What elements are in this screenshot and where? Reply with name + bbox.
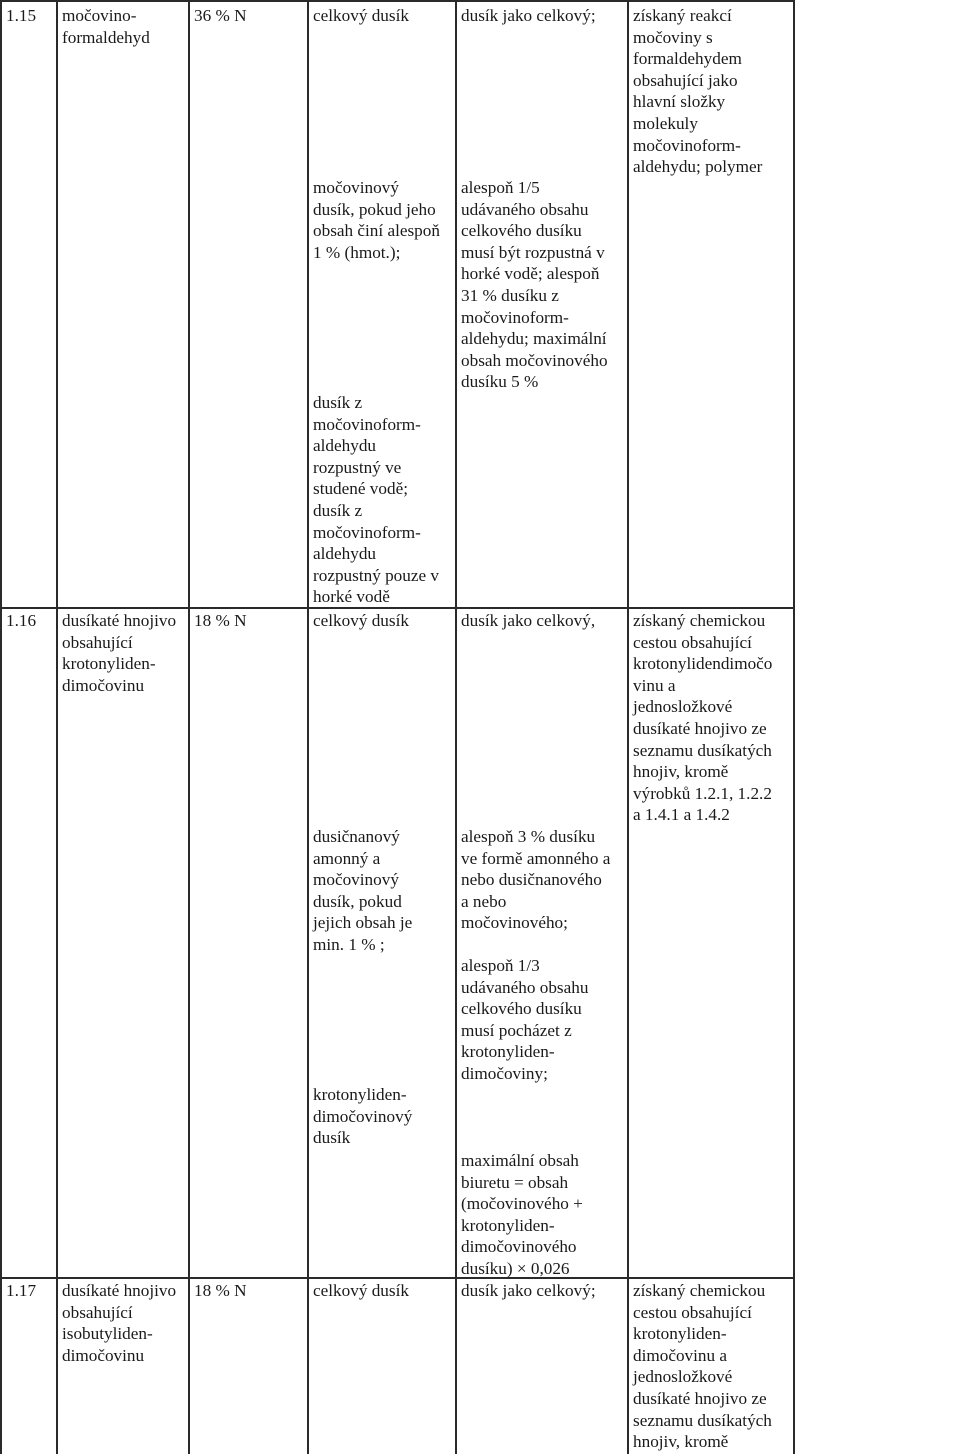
nutrient-content: 36 % N (194, 6, 247, 25)
declared-nutrient: celkový dusík (313, 611, 409, 630)
declared-forms: močovinový dusík, pokud jeho obsah činí alespoň 1 % (hmot.); (313, 178, 440, 262)
production-method: získaný chemickou cestou obsahující krotonyliden- dimočovinu a jednosložkové dusíkaté hnojivo ze seznamu dusíkatých hnojiv, kromě (633, 1281, 772, 1452)
production-method: získaný reakcí močoviny s formaldehydem obsahující jako hlavní složky molekuly močovinoform- aldehydu; polymer (633, 6, 763, 177)
grid-line-col3 (188, 0, 190, 1454)
fertilizer-name: dusíkaté hnojivo obsahující krotonyliden- dimočovinu (62, 611, 177, 695)
nutrient-expression: dusík jako celkový, (461, 611, 596, 630)
requirement: maximální obsah biuretu = obsah (močovinového + krotonyliden- dimočovinového dusíku) × 0,026 (461, 1151, 583, 1278)
nutrient-expression: dusík jako celkový; (461, 6, 596, 25)
requirement: alespoň 1/3 udávaného obsahu celkového dusíku musí pocházet z krotonyliden- dimočoviny; (461, 956, 589, 1083)
row-number: 1.16 (6, 611, 37, 630)
row-number: 1.15 (6, 6, 37, 25)
nutrient-content: 18 % N (194, 611, 247, 630)
grid-line-right (793, 0, 795, 1454)
requirement: alespoň 1/5 udávaného obsahu celkového dusíku musí být rozpustná v horké vodě; alespoň 31 % dusíku z močovinoform- aldehydu; maximální obsah močovinového dusíku 5 % (461, 178, 608, 392)
nutrient-content: 18 % N (194, 1281, 247, 1300)
declared-forms-2: krotonyliden- dimočovinový dusík (313, 1085, 413, 1148)
grid-line-col2 (56, 0, 58, 1454)
row-number: 1.17 (6, 1281, 37, 1300)
grid-line-top (0, 0, 795, 2)
fertilizer-name: dusíkaté hnojivo obsahující isobutyliden- dimočovinu (62, 1281, 177, 1365)
declared-nutrient: celkový dusík (313, 1281, 409, 1300)
declared-forms-2: dusík z močovinoform- aldehydu rozpustný ve studené vodě; dusík z močovinoform- aldehydu rozpustný pouze v horké vodě (313, 393, 440, 607)
production-method: získaný chemickou cestou obsahující krotonylidendimočo vinu a jednosložkové dusíkaté hnojivo ze seznamu dusíkatých hnojiv, kromě výrobků 1.2.1, 1.2.2 a 1.4.1 a 1.4.2 (633, 611, 773, 825)
grid-line-left (0, 0, 2, 1454)
declared-forms: dusičnanový amonný a močovinový dusík, pokud jejich obsah je min. 1 % ; (313, 827, 413, 954)
grid-line-col6 (627, 0, 629, 1454)
row-divider-2 (0, 1277, 795, 1279)
nutrient-expression: dusík jako celkový; (461, 1281, 596, 1300)
grid-line-col5 (455, 0, 457, 1454)
requirement: alespoň 3 % dusíku ve formě amonného a nebo dusičnanového a nebo močovinového; (461, 827, 611, 933)
declared-nutrient: celkový dusík (313, 6, 409, 25)
fertilizer-name: močovino- formaldehyd (62, 6, 150, 47)
grid-line-col4 (307, 0, 309, 1454)
